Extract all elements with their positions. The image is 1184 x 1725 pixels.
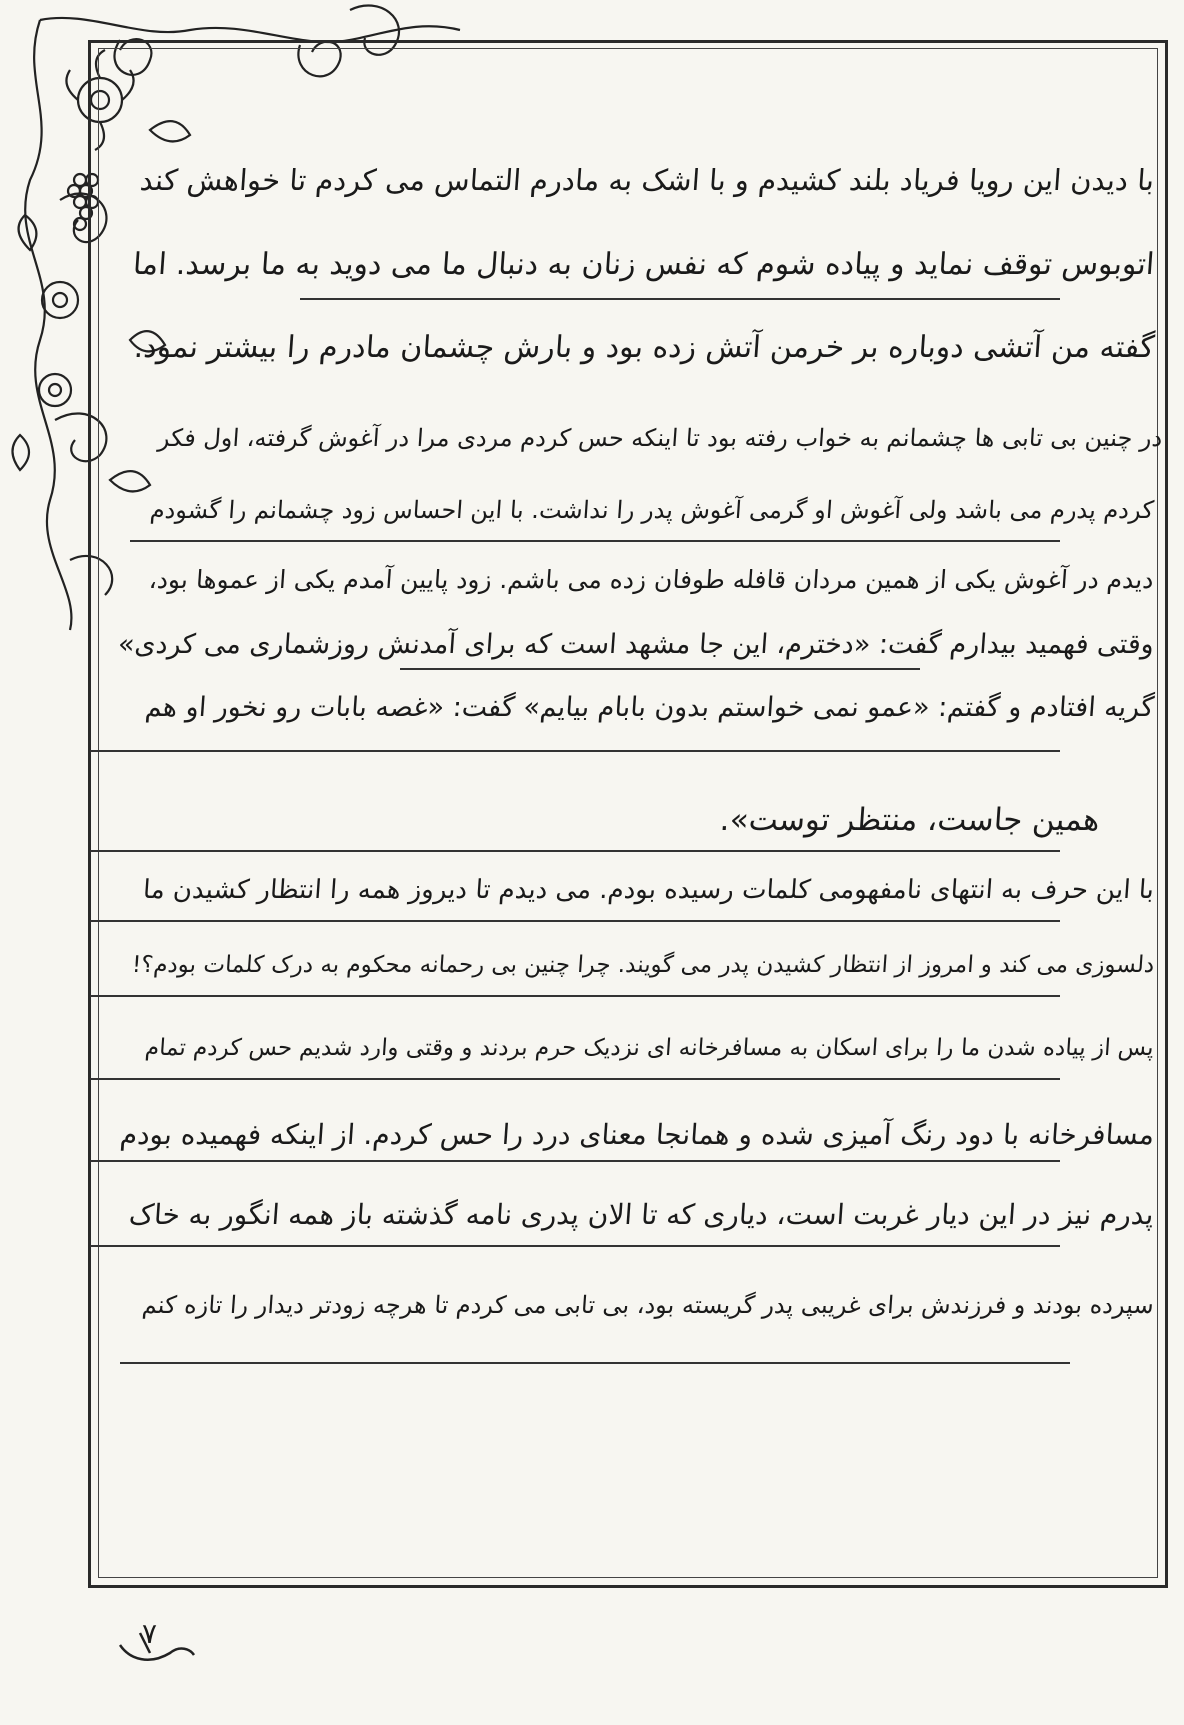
ruled-line [130,540,1060,542]
ruled-line [90,1078,1060,1080]
ruled-line [90,995,1060,997]
text-line-3: گفته من آتشی دوباره بر خرمن آتش زده بود و بارش چشمان مادرم را بیشتر نمود. [132,330,1156,365]
text-line-4: در چنین بی تابی ها چشمانم به خواب رفته بود تا اینکه حس کردم مردی مرا در آغوش گرفته، اول فکر [156,424,1163,452]
text-line-7: وقتی فهمید بیدارم گفت: «دخترم، این جا مشهد است که برای آمدنش روزشماری می کردی» [117,629,1156,660]
text-line-2: اتوبوس توقف نماید و پیاده شوم که نفس زنان به دنبال ما می دوید به ما برسد. اما [131,247,1156,282]
ruled-line [90,1160,1060,1162]
ruled-line [120,1362,1070,1364]
text-line-15: سپرده بودند و فرزندش برای غریبی پدر گریسته بود، بی تابی می کردم تا هرچه زودتر دیدار را تازه کنم [141,1291,1155,1319]
text-line-8: گریه افتادم و گفتم: «عمو نمی خواستم بدون بابام بیایم» گفت: «غصه بابات رو نخور او هم [143,692,1156,723]
text-line-5: کردم پدرم می باشد ولی آغوش او گرمی آغوش پدر را نداشت. با این احساس زود چشمانم را گشودم [149,496,1155,524]
ruled-line [300,298,1060,300]
ruled-line [90,920,1060,922]
text-line-12: پس از پیاده شدن ما را برای اسکان به مسافرخانه ای نزدیک حرم بردند و وقتی وارد شدیم حس کردم تمام [144,1035,1155,1061]
text-line-11: دلسوزی می کند و امروز از انتظار کشیدن پدر می گویند. چرا چنین بی رحمانه محکوم به درک کلمات بودم؟! [130,952,1155,978]
text-line-13: مسافرخانه با دود رنگ آمیزی شده و همانجا معنای درد را حس کردم. از اینکه فهمیده بودم [118,1118,1156,1151]
text-line-10: با این حرف به انتهای نامفهومی کلمات رسیده بودم. می دیدم تا دیروز همه را انتظار کشیدن ما [142,875,1156,905]
text-line-9: همین جاست، منتظر توست». [718,802,1101,838]
page-number-text: ۷ [142,1617,158,1650]
ruled-line [90,850,1060,852]
text-line-1: با دیدن این رویا فریاد بلند کشیدم و با اشک به مادرم التماس می کردم تا خواهش کند [138,163,1156,197]
text-line-6: دیدم در آغوش یکی از همین مردان قافله طوفان زده می باشم. زود پایین آمدم یکی از عموها بود، [148,565,1156,594]
text-line-14: پدرم نیز در این دیار غربت است، دیاری که تا الان پدری نامه گذشته باز همه انگور به خاک [128,1198,1156,1231]
page-number [110,1615,200,1675]
ruled-line [90,750,1060,752]
ruled-line [90,1245,1060,1247]
ruled-line [400,668,920,670]
